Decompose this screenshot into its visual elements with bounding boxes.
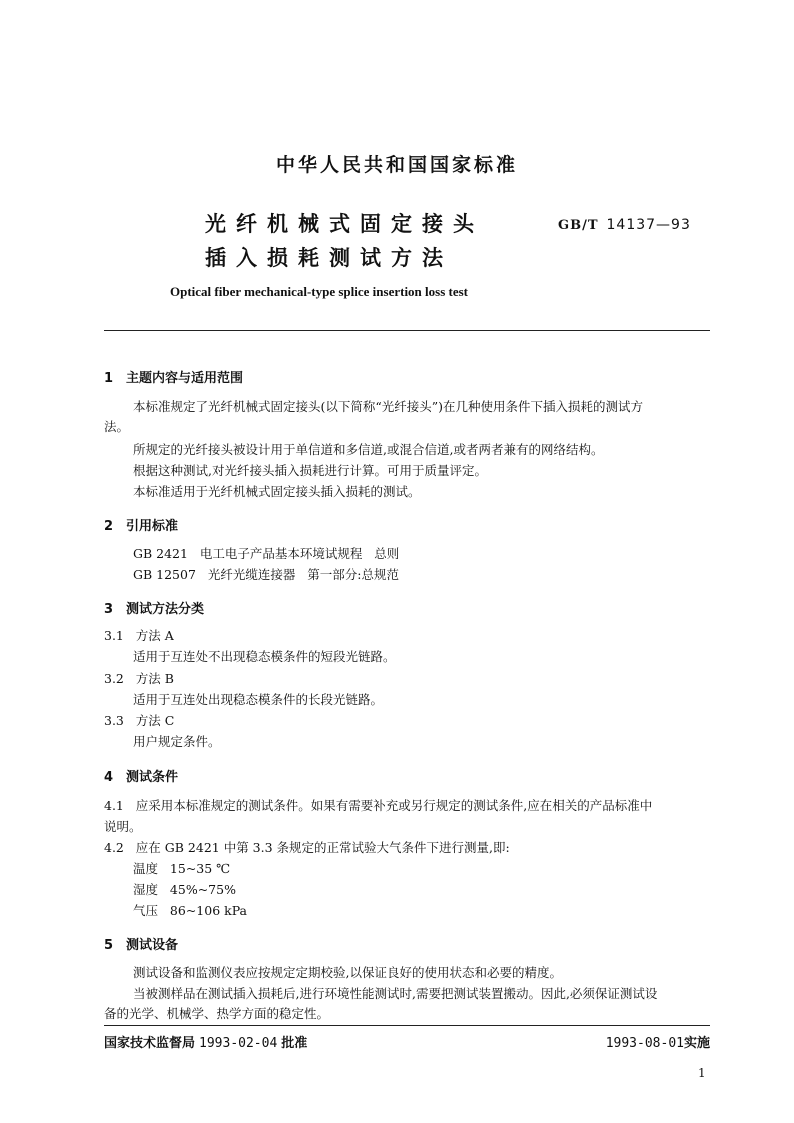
reference-standard: GB 12507 光纤光缆连接器 第一部分:总规范 xyxy=(133,567,399,582)
paragraph: 本标准规定了光纤机械式固定接头(以下简称“光纤接头”)在几种使用条件下插入损耗的测试方 xyxy=(133,399,644,414)
document-title-line1: 光纤机械式固定接头 xyxy=(205,212,484,236)
condition-temperature: 温度 15~35 ℃ xyxy=(133,861,231,876)
condition-humidity: 湿度 45%~75% xyxy=(133,882,236,897)
section-number: 1 xyxy=(104,371,114,386)
implementation-date: 1993-08-01 xyxy=(605,1036,684,1051)
approval-date: 1993-02-04 xyxy=(199,1036,278,1051)
section-number: 5 xyxy=(104,938,114,953)
paragraph: 本标准适用于光纤机械式固定接头插入损耗的测试。 xyxy=(133,484,421,499)
section-number: 3 xyxy=(104,602,114,617)
section-title: 测试设备 xyxy=(126,938,179,953)
implementation-label: 实施 xyxy=(683,1036,710,1051)
clause-3-3-heading: 3.3 方法 C xyxy=(104,713,175,728)
clause-4-2: 4.2 应在 GB 2421 中第 3.3 条规定的正常试验大气条件下进行测量,即: xyxy=(104,840,510,855)
standard-number xyxy=(558,217,691,233)
header-divider xyxy=(104,330,710,331)
section-5-heading xyxy=(104,934,178,953)
section-number: 4 xyxy=(104,770,114,785)
section-2-heading xyxy=(104,515,178,534)
english-title: Optical fiber mechanical-type splice insertion loss test xyxy=(170,284,469,299)
condition-pressure: 气压 86~106 kPa xyxy=(133,903,248,918)
document-title-line2: 插入损耗测试方法 xyxy=(205,246,453,270)
footer-divider xyxy=(104,1025,710,1026)
clause-3-2-heading: 3.2 方法 B xyxy=(104,671,174,686)
issuing-body-heading: 中华人民共和国国家标准 xyxy=(275,154,518,176)
reference-standard: GB 2421 电工电子产品基本环境试规程 总则 xyxy=(133,546,400,561)
standard-prefix: GB/T xyxy=(558,218,599,233)
clause-4-1: 4.1 应采用本标准规定的测试条件。如果有需要补充或另行规定的测试条件,应在相关的产品标准中 xyxy=(104,798,653,813)
section-title: 主题内容与适用范围 xyxy=(126,371,244,386)
issuer-name: 国家技术监督局 xyxy=(104,1036,196,1051)
clause-3-2-body: 适用于互连处出现稳态模条件的长段光链路。 xyxy=(133,692,384,707)
paragraph: 测试设备和监测仪表应按规定定期校验,以保证良好的使用状态和必要的精度。 xyxy=(133,965,562,980)
page-number: 1 xyxy=(698,1066,706,1080)
section-title: 引用标准 xyxy=(126,519,179,534)
paragraph: 当被测样品在测试插入损耗后,进行环境性能测试时,需要把测试装置搬动。因此,必须保证测试设 xyxy=(133,986,658,1001)
clause-4-1-continued: 说明。 xyxy=(104,819,142,834)
implementation-info xyxy=(606,1032,710,1051)
approval-label: 批准 xyxy=(281,1036,308,1051)
paragraph: 根据这种测试,对光纤接头插入损耗进行计算。可用于质量评定。 xyxy=(133,463,487,478)
paragraph-continued: 法。 xyxy=(104,419,130,434)
section-title: 测试条件 xyxy=(126,770,179,785)
clause-3-1-body: 适用于互连处不出现稳态模条件的短段光链路。 xyxy=(133,649,396,664)
clause-3-1-heading: 3.1 方法 A xyxy=(104,628,174,643)
section-4-heading xyxy=(104,766,178,785)
section-number: 2 xyxy=(104,519,114,534)
paragraph-continued: 备的光学、机械学、热学方面的稳定性。 xyxy=(104,1006,330,1021)
approval-info xyxy=(104,1032,307,1051)
standard-code: 14137—93 xyxy=(606,217,691,233)
clause-3-3-body: 用户规定条件。 xyxy=(133,734,221,749)
paragraph: 所规定的光纤接头被设计用于单信道和多信道,或混合信道,或者两者兼有的网络结构。 xyxy=(133,442,604,457)
section-3-heading xyxy=(104,598,204,617)
section-1-heading xyxy=(104,367,243,386)
section-title: 测试方法分类 xyxy=(126,602,205,617)
